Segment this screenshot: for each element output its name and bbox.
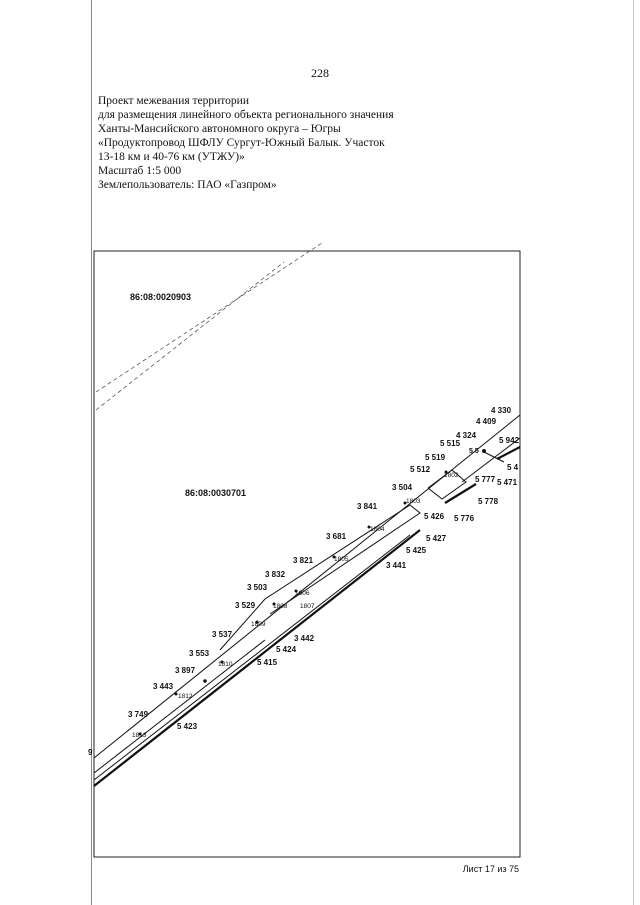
point-label: 3 529	[235, 601, 256, 610]
point-label: 5 5	[469, 448, 479, 455]
dashed-boundary-1	[96, 243, 322, 392]
parcel-boundary-dashed	[96, 243, 322, 410]
point-label: 1807	[300, 603, 315, 610]
point-label: 5 515	[440, 439, 461, 448]
point-label: 3 749	[128, 710, 149, 719]
point-label: 3 503	[247, 583, 268, 592]
point-label: 5 425	[406, 546, 427, 555]
header-line-2: для размещения линейного объекта регионального значения	[98, 109, 394, 121]
sheet-counter: Лист 17 из 75	[462, 864, 519, 874]
point-label: 1810	[218, 661, 233, 668]
corridor-outer-line	[94, 415, 520, 758]
point-label: 1803	[406, 498, 421, 505]
pipeline-corridor	[94, 415, 520, 786]
point-label: 3 441	[386, 561, 407, 570]
header-line-4: «Продуктопровод ШФЛУ Сургут-Южный Балык. Участок	[98, 137, 385, 149]
point-label: 3 821	[293, 556, 314, 565]
point-label: 5 423	[177, 722, 198, 731]
point-label: 3 681	[326, 532, 347, 541]
point-label: 3 841	[357, 502, 378, 511]
point-label: 3 442	[294, 634, 315, 643]
corridor-line-b	[94, 535, 410, 780]
point-label: 5 778	[478, 497, 499, 506]
header-line-5: 13-18 км и 40-76 км (УТЖУ)»	[98, 151, 245, 163]
point-label: 3 832	[265, 570, 286, 579]
parcel-number-lower: 86:08:0030701	[185, 488, 247, 498]
map-scale: Масштаб 1:5 000	[98, 165, 182, 177]
point-label: 5 427	[426, 534, 447, 543]
point-label: 3 897	[175, 666, 196, 675]
point-label: 5 942	[499, 436, 520, 445]
dashed-boundary-2	[96, 262, 284, 410]
header-line-1: Проект межевания территории	[98, 95, 249, 107]
page-number: 228	[311, 66, 329, 80]
point-marker	[203, 679, 207, 683]
point-label: 1809	[251, 621, 266, 628]
point-label: 3 443	[153, 682, 174, 691]
point-marker	[482, 449, 486, 453]
point-label: 1805	[334, 556, 349, 563]
point-label: 1804	[370, 526, 385, 533]
land-user: Землепользователь: ПАО «Газпром»	[98, 179, 277, 191]
point-label: 3 553	[189, 649, 210, 658]
allotment-polygon	[220, 505, 420, 650]
point-label: 4 409	[476, 417, 497, 426]
header-line-3: Ханты-Мансийского автономного округа – Югры	[98, 123, 341, 135]
map-frame	[94, 251, 520, 857]
parcel-number-upper: 86:08:0020903	[130, 292, 192, 302]
point-label: 5 424	[276, 645, 297, 654]
point-label: 5 512	[410, 465, 431, 474]
point-label: 3 504	[392, 483, 413, 492]
point-label: 1812	[178, 693, 193, 700]
point-label: 1802	[444, 472, 459, 479]
point-labels	[88, 406, 520, 757]
point-label: 4 330	[491, 406, 512, 415]
point-label: 5 777	[475, 475, 496, 484]
point-label: 5 519	[425, 453, 446, 462]
point-label: 1808	[273, 603, 288, 610]
point-label: 5 471	[497, 478, 518, 487]
corridor-line-a	[94, 640, 265, 773]
point-label: 1813	[132, 732, 147, 739]
point-label: 5 426	[424, 512, 445, 521]
point-label: 5 415	[257, 658, 278, 667]
point-label: 5 776	[454, 514, 475, 523]
point-label: 3 537	[212, 630, 233, 639]
point-label: 1806	[295, 590, 310, 597]
point-label: 5 4	[507, 463, 519, 472]
point-label: 4 324	[456, 431, 477, 440]
point-label: 9	[88, 748, 93, 757]
